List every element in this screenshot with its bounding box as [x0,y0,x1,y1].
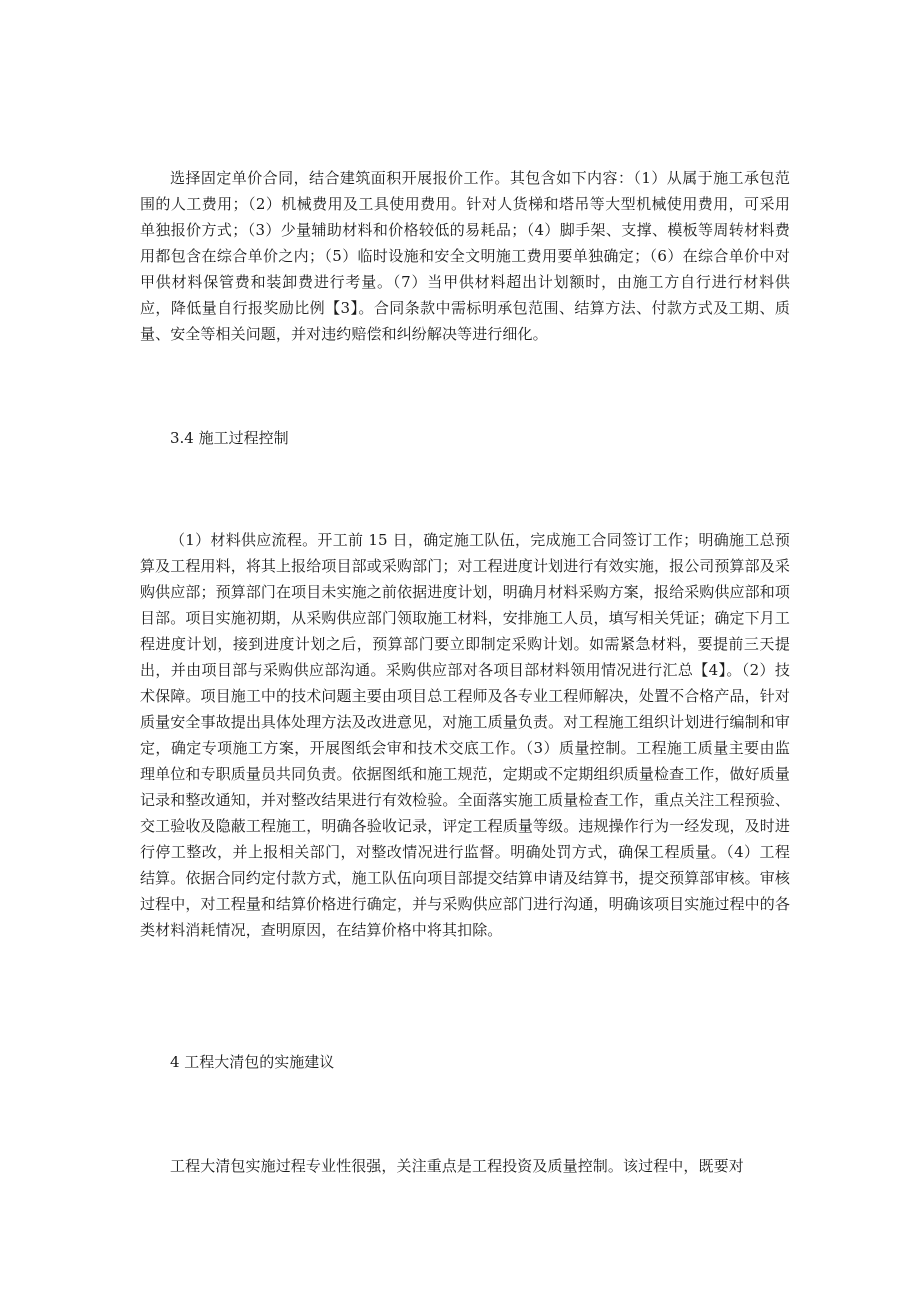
paragraph-process-control: （1）材料供应流程。开工前 15 日，确定施工队伍，完成施工合同签订工作；明确施工总预算及工程用料，将其上报给项目部或采购部门；对工程进度计划进行有效实施，报公司预算部及采购供应部；预算部门在项目未实施之前依据进度计划，明确月材料采购方案，报给采购供应部和项目部。项目实施初期，从采购供应部门领取施工材料，安排施工人员，填写相关凭证；确定下月工程进度计划，接到进度计划之后，预算部门要立即制定采购计划。如需紧急材料，要提前三天提出，并由项目部与采购供应部沟通。采购供应部对各项目部材料领用情况进行汇总【4】。（2）技术保障。项目施工中的技术问题主要由项目总工程师及各专业工程师解决，处置不合格产品，针对质量安全事故提出具体处理方法及改进意见，对施工质量负责。对工程施工组织计划进行编制和审定，确定专项施工方案，开展图纸会审和技术交底工作。（3）质量控制。工程施工质量主要由监理单位和专职质量员共同负责。依据图纸和施工规范，定期或不定期组织质量检查工作，做好质量记录和整改通知，并对整改结果进行有效检验。全面落实施工质量检查工作，重点关注工程预验、交工验收及隐蔽工程施工，明确各验收记录，评定工程质量等级。违规操作行为一经发现，及时进行停工整改，并上报相关部门，对整改情况进行监督。明确处罚方式，确保工程质量。（4）工程结算。依据合同约定付款方式，施工队伍向项目部提交结算申请及结算书，提交预算部审核。审核过程中，对工程量和结算价格进行确定，并与采购供应部门进行沟通，明确该项目实施过程中的各类材料消耗情况，查明原因，在结算价格中将其扣除。 [140,531,790,939]
paragraph-implementation-intro: 工程大清包实施过程专业性很强，关注重点是工程投资及质量控制。该过程中，既要对 [170,1157,744,1175]
section-heading-implementation-suggestions: 4 工程大清包的实施建议 [170,1053,335,1071]
section-heading-construction-control: 3.4 施工过程控制 [170,429,289,447]
paragraph-contract-pricing: 选择固定单价合同，结合建筑面积开展报价工作。其包含如下内容：（1）从属于施工承包范围的人工费用；（2）机械费用及工具使用费用。针对人货梯和塔吊等大型机械使用费用，可采用单独报价方式；（3）少量辅助材料和价格较低的易耗品；（4）脚手架、支撑、模板等周转材料费用都包含在综合单价之内；（5）临时设施和安全文明施工费用要单独确定；（6）在综合单价中对甲供材料保管费和装卸费进行考量。（7）当甲供材料超出计划额时，由施工方自行进行材料供应，降低量自行报奖励比例【3】。合同条款中需标明承包范围、结算方法、付款方式及工期、质量、安全等相关问题，并对违约赔偿和纠纷解决等进行细化。 [140,169,790,343]
